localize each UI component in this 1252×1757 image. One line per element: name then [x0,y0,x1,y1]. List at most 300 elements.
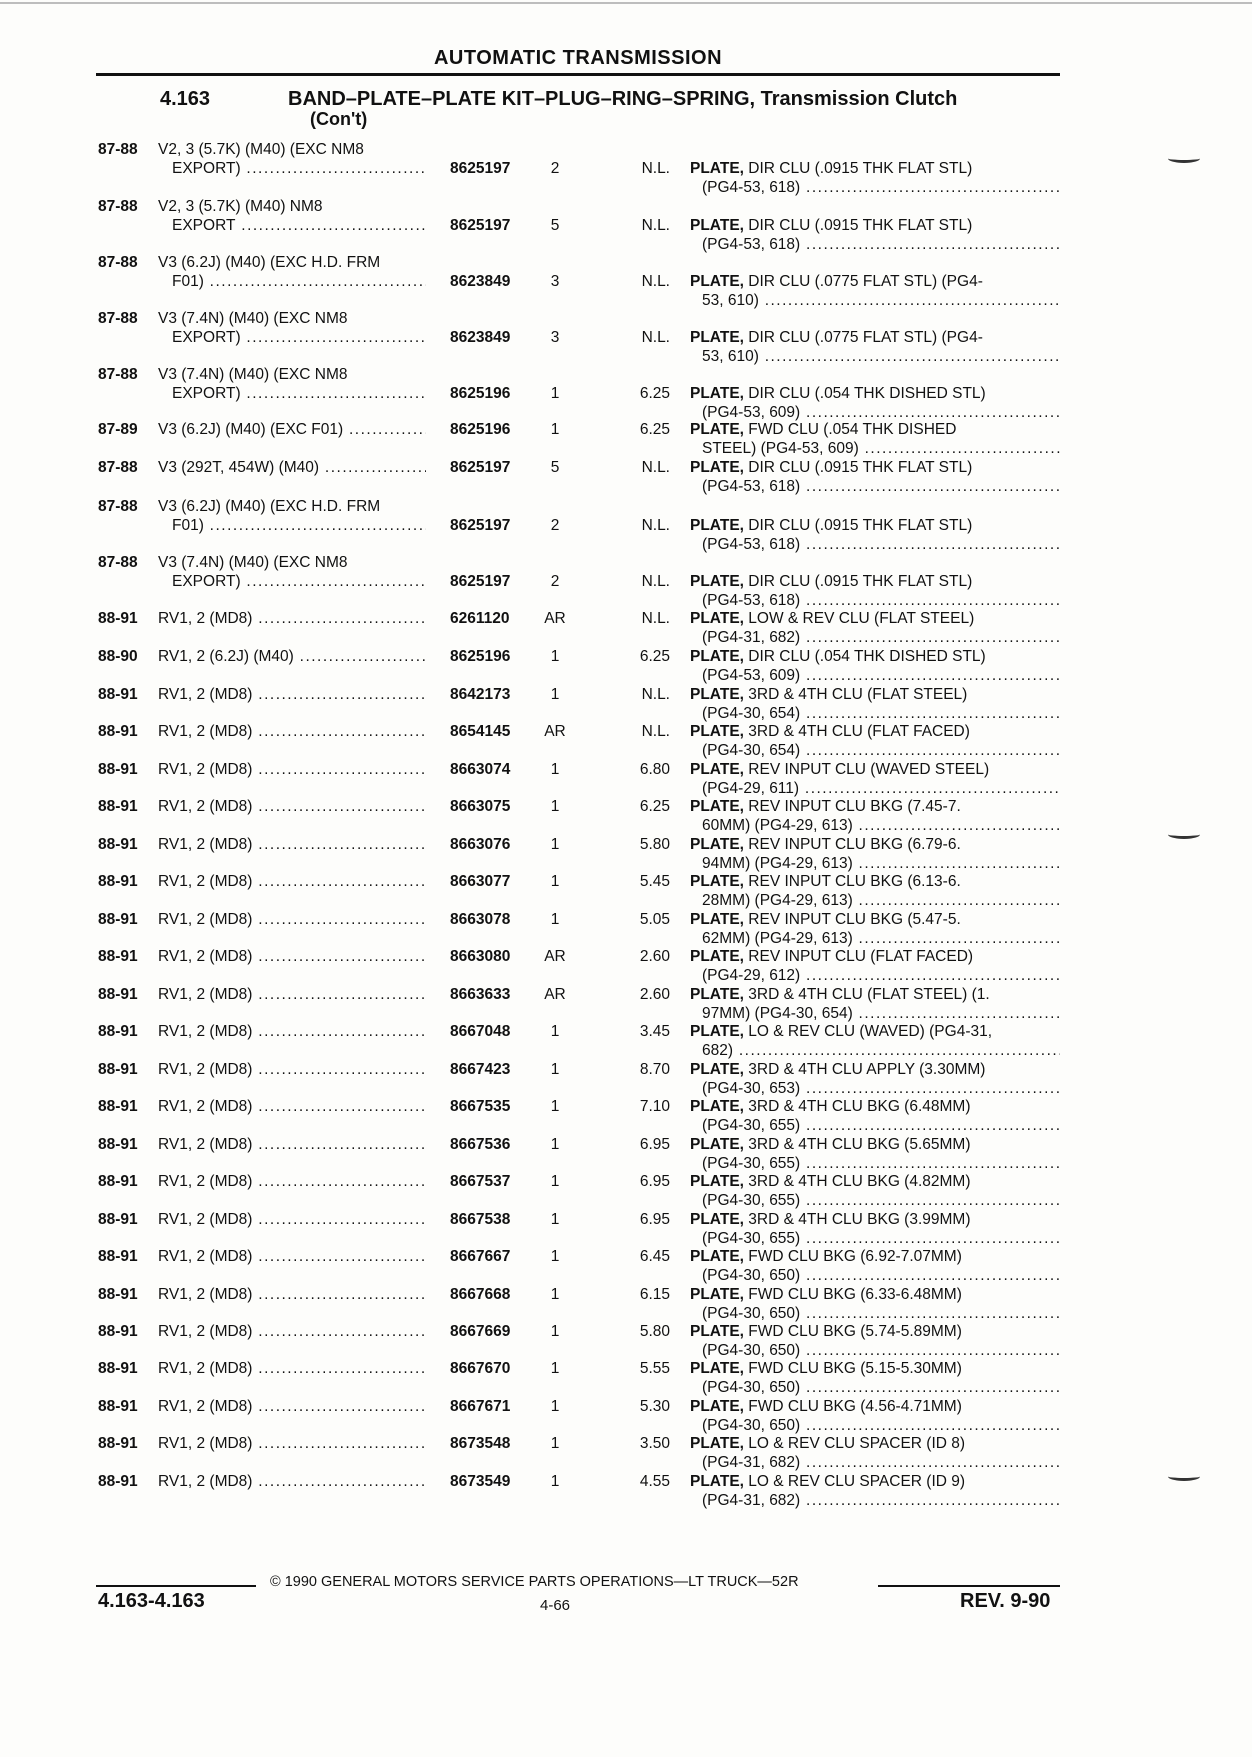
description-line-1: DIR CLU (.054 THK DISHED STL) [748,385,986,402]
description [690,797,1060,835]
application-line-1: RV1, 2 (MD8) ..... [158,1472,426,1491]
header-rule [96,73,1060,76]
description [690,910,1060,948]
description-line-2: (PG4-30, 650) ..... [690,1341,1060,1360]
price: 2.60 [639,948,670,965]
price: N.L. [641,217,670,234]
part-number: 8667536 [450,1136,511,1153]
price: 6.15 [639,1286,670,1303]
model-year: 88-91 [98,1061,138,1078]
description-line-2: 97MM) (PG4-30, 654) ..... [690,1004,1060,1023]
price: 6.25 [639,798,670,815]
application-line-2: EXPORT ..... [158,216,426,235]
description-line-1: FWD CLU BKG (6.33-6.48MM) [748,1286,962,1303]
part-number: 8625197 [450,573,511,590]
price: 6.45 [639,1248,670,1265]
part-number: 8667667 [450,1248,511,1265]
application [158,458,426,477]
description-noun: PLATE, [690,1435,744,1452]
description [690,1285,1060,1323]
description-line-1: DIR CLU (.0775 FLAT STL) (PG4- [748,329,983,346]
binder-mark-icon [1168,154,1200,163]
description-line-2: (PG4-31, 682) ..... [690,1491,1060,1510]
description [690,985,1060,1023]
description-noun: PLATE, [690,610,744,627]
description [690,159,1060,197]
application-line-1: V3 (6.2J) (M40) (EXC H.D. FRM [158,254,381,271]
model-year: 88-91 [98,1098,138,1115]
application-line-1: V3 (6.2J) (M40) (EXC H.D. FRM [158,498,381,515]
application [158,797,426,816]
model-year: 88-91 [98,1286,138,1303]
description-line-1: FWD CLU BKG (5.74-5.89MM) [748,1323,962,1340]
footer-rule-right [878,1585,1060,1587]
application-line-1: RV1, 2 (MD8) ..... [158,1322,426,1341]
application [158,835,426,854]
model-year: 88-91 [98,1211,138,1228]
description-line-1: DIR CLU (.0915 THK FLAT STL) [748,517,973,534]
description-noun: PLATE, [690,1136,744,1153]
application [158,365,426,403]
part-number: 8625196 [450,648,511,665]
quantity: 1 [550,798,560,815]
description [690,1322,1060,1360]
model-year: 88-91 [98,1360,138,1377]
model-year: 87-88 [98,498,138,515]
part-number: 8667423 [450,1061,511,1078]
application-line-1: RV1, 2 (MD8) ..... [158,1022,426,1041]
description [690,572,1060,610]
quantity: 1 [550,421,560,438]
description-noun: PLATE, [690,1360,744,1377]
description [690,760,1060,798]
price: 5.80 [639,836,670,853]
price: 6.95 [639,1211,670,1228]
description-line-2: (PG4-30, 655) ..... [690,1154,1060,1173]
price: N.L. [641,273,670,290]
application-line-1: RV1, 2 (MD8) ..... [158,685,426,704]
application-line-1: RV1, 2 (MD8) ..... [158,1097,426,1116]
model-year: 88-91 [98,610,138,627]
quantity: 1 [550,1211,560,1228]
description-line-1: REV INPUT CLU BKG (7.45-7. [748,798,961,815]
description [690,516,1060,554]
description [690,1022,1060,1060]
description-line-2: (PG4-30, 653) ..... [690,1079,1060,1098]
description-line-1: LOW & REV CLU (FLAT STEEL) [748,610,975,627]
model-year: 87-89 [98,421,138,438]
price: 6.25 [639,421,670,438]
description-noun: PLATE, [690,798,744,815]
description-line-2: (PG4-53, 618) ..... [690,591,1060,610]
application [158,722,426,741]
application [158,197,426,235]
description-line-2: 53, 610) ..... [690,291,1060,310]
description [690,1210,1060,1248]
description [690,685,1060,723]
description [690,1135,1060,1173]
description-noun: PLATE, [690,421,744,438]
description-line-2: (PG4-53, 609) ..... [690,403,1060,422]
description-noun: PLATE, [690,1173,744,1190]
description-line-1: DIR CLU (.0915 THK FLAT STL) [748,573,973,590]
application-line-1: V3 (7.4N) (M40) (EXC NM8 [158,366,348,383]
description [690,1434,1060,1472]
description-line-2: (PG4-53, 618) ..... [690,535,1060,554]
price: N.L. [641,459,670,476]
description-line-1: 3RD & 4TH CLU (FLAT STEEL) (1. [748,986,990,1003]
part-number: 6261120 [450,610,510,627]
description-line-2: (PG4-30, 655) ..... [690,1191,1060,1210]
description-line-1: REV INPUT CLU BKG (5.47-5. [748,911,961,928]
part-number: 8663076 [450,836,511,853]
description-noun: PLATE, [690,1473,744,1490]
application [158,609,426,628]
description-line-2: (PG4-31, 682) ..... [690,1453,1060,1472]
application [158,1022,426,1041]
application-line-2: EXPORT) ..... [158,159,426,178]
price: 5.05 [639,911,670,928]
description [690,216,1060,254]
description-noun: PLATE, [690,385,744,402]
description [690,1097,1060,1135]
application-line-1: V2, 3 (5.7K) (M40) NM8 [158,198,323,215]
model-year: 88-91 [98,1136,138,1153]
application-line-2: EXPORT) ..... [158,572,426,591]
application-line-1: V3 (7.4N) (M40) (EXC NM8 [158,310,348,327]
model-year: 87-88 [98,310,138,327]
price: 5.55 [639,1360,670,1377]
application [158,253,426,291]
part-number: 8663078 [450,911,511,928]
description-noun: PLATE, [690,761,744,778]
description-noun: PLATE, [690,986,744,1003]
price: 6.25 [639,648,670,665]
quantity: 2 [550,517,560,534]
quantity: 1 [550,1136,560,1153]
model-year: 88-91 [98,1398,138,1415]
application-line-1: V3 (7.4N) (M40) (EXC NM8 [158,554,348,571]
description-line-2: (PG4-30, 650) ..... [690,1266,1060,1285]
description [690,1247,1060,1285]
footer-section-range: 4.163-4.163 [98,1590,205,1612]
model-year: 87-88 [98,198,138,215]
description-line-2: (PG4-53, 618) ..... [690,178,1060,197]
description-line-2: (PG4-53, 618) ..... [690,235,1060,254]
description-noun: PLATE, [690,329,744,346]
model-year: 87-88 [98,554,138,571]
model-year: 88-91 [98,1435,138,1452]
part-number: 8667537 [450,1173,511,1190]
footer-rule-left [96,1585,256,1587]
quantity: 1 [550,1435,560,1452]
price: 6.25 [639,385,670,402]
quantity: 1 [550,1286,560,1303]
application [158,1210,426,1229]
model-year: 87-88 [98,254,138,271]
application [158,1172,426,1191]
application [158,760,426,779]
description-noun: PLATE, [690,1098,744,1115]
part-number: 8667538 [450,1211,511,1228]
application [158,647,426,666]
price: 6.80 [639,761,670,778]
part-number: 8625197 [450,517,511,534]
application [158,497,426,535]
application [158,1060,426,1079]
description-noun: PLATE, [690,648,744,665]
footer-revision: REV. 9-90 [960,1590,1051,1612]
price: 5.80 [639,1323,670,1340]
application [158,872,426,891]
description-line-2: STEEL) (PG4-53, 609) ..... [690,439,1060,458]
model-year: 88-91 [98,798,138,815]
part-number: 8663080 [450,948,511,965]
quantity: 1 [550,873,560,890]
model-year: 87-88 [98,459,138,476]
description-line-1: 3RD & 4TH CLU APPLY (3.30MM) [748,1061,986,1078]
quantity: 1 [550,686,560,703]
application [158,140,426,178]
description-line-1: REV INPUT CLU BKG (6.79-6. [748,836,961,853]
binder-mark-icon [1168,830,1200,839]
description-line-2: (PG4-29, 611) ..... [690,779,1060,798]
description-noun: PLATE, [690,723,744,740]
description-noun: PLATE, [690,160,744,177]
quantity: 1 [550,1023,560,1040]
scan-top-line [0,2,1252,4]
part-number: 8663077 [450,873,511,890]
price: 2.60 [639,986,670,1003]
quantity: 3 [550,273,560,290]
quantity: 1 [550,761,560,778]
description-noun: PLATE, [690,273,744,290]
model-year: 87-88 [98,141,138,158]
description [690,1359,1060,1397]
description [690,1397,1060,1435]
model-year: 88-91 [98,686,138,703]
model-year: 88-91 [98,1023,138,1040]
application-line-1: RV1, 2 (MD8) ..... [158,1397,426,1416]
description-line-2: 53, 610) ..... [690,347,1060,366]
quantity: 1 [550,1098,560,1115]
application-line-1: RV1, 2 (MD8) ..... [158,760,426,779]
part-number: 8623849 [450,273,511,290]
application-line-1: RV1, 2 (MD8) ..... [158,985,426,1004]
application-line-1: RV1, 2 (MD8) ..... [158,1060,426,1079]
description [690,328,1060,366]
price: N.L. [641,610,670,627]
application [158,947,426,966]
price: 6.95 [639,1173,670,1190]
application-line-2: F01) ..... [158,516,426,535]
description [690,1060,1060,1098]
application [158,1322,426,1341]
quantity: 1 [550,911,560,928]
description-line-2: (PG4-30, 655) ..... [690,1116,1060,1135]
part-number: 8667535 [450,1098,511,1115]
price: 7.10 [639,1098,670,1115]
description-line-2: 682) ..... [690,1041,1060,1060]
price: 3.45 [639,1023,670,1040]
application [158,1434,426,1453]
description [690,1472,1060,1510]
part-number: 8663074 [450,761,511,778]
description [690,420,1060,458]
description [690,872,1060,910]
application-line-1: RV1, 2 (MD8) ..... [158,947,426,966]
page-header: AUTOMATIC TRANSMISSION [433,47,723,69]
section-number: 4.163 [160,88,211,110]
part-number: 8673549 [450,1473,511,1490]
description-line-2: (PG4-30, 654) ..... [690,704,1060,723]
description-line-2: (PG4-30, 654) ..... [690,741,1060,760]
description-noun: PLATE, [690,1061,744,1078]
application [158,553,426,591]
part-number: 8625197 [450,459,511,476]
quantity: 1 [550,836,560,853]
quantity: 3 [550,329,560,346]
model-year: 88-91 [98,911,138,928]
description-line-2: (PG4-30, 650) ..... [690,1304,1060,1323]
application [158,910,426,929]
application-line-1: RV1, 2 (6.2J) (M40) ..... [158,647,426,666]
description-line-1: REV INPUT CLU (FLAT FACED) [748,948,974,965]
price: 3.50 [639,1435,670,1452]
application [158,1135,426,1154]
application-line-1: RV1, 2 (MD8) ..... [158,722,426,741]
binder-mark-icon [1168,1472,1200,1481]
description-noun: PLATE, [690,217,744,234]
description [690,458,1060,496]
price: N.L. [641,723,670,740]
part-number: 8667668 [450,1286,511,1303]
model-year: 88-91 [98,723,138,740]
description-noun: PLATE, [690,1248,744,1265]
description-line-2: (PG4-30, 650) ..... [690,1378,1060,1397]
description-line-1: REV INPUT CLU (WAVED STEEL) [748,761,990,778]
part-number: 8625196 [450,421,511,438]
description-line-2: (PG4-29, 612) ..... [690,966,1060,985]
price: 6.95 [639,1136,670,1153]
description-line-2: 60MM) (PG4-29, 613) ..... [690,816,1060,835]
description-line-2: (PG4-53, 618) ..... [690,477,1060,496]
quantity: 1 [550,1173,560,1190]
description-line-2: 28MM) (PG4-29, 613) ..... [690,891,1060,910]
description [690,1172,1060,1210]
description-line-1: 3RD & 4TH CLU BKG (3.99MM) [748,1211,971,1228]
model-year: 88-91 [98,948,138,965]
application [158,420,426,439]
description-line-1: 3RD & 4TH CLU (FLAT FACED) [748,723,970,740]
application [158,1097,426,1116]
part-number: 8625196 [450,385,511,402]
description-noun: PLATE, [690,948,744,965]
description-noun: PLATE, [690,517,744,534]
application-line-1: RV1, 2 (MD8) ..... [158,910,426,929]
description [690,722,1060,760]
model-year: 88-91 [98,836,138,853]
description-noun: PLATE, [690,1323,744,1340]
description-line-1: 3RD & 4TH CLU (FLAT STEEL) [748,686,968,703]
description-noun: PLATE, [690,1211,744,1228]
quantity: 1 [550,648,560,665]
quantity: AR [544,986,566,1003]
price: N.L. [641,686,670,703]
footer-copyright: © 1990 GENERAL MOTORS SERVICE PARTS OPERATIONS—LT TRUCK—52R [270,1574,799,1590]
application-line-1: RV1, 2 (MD8) ..... [158,609,426,628]
application [158,1359,426,1378]
part-number: 8667048 [450,1023,511,1040]
quantity: 2 [550,573,560,590]
description [690,835,1060,873]
description-noun: PLATE, [690,911,744,928]
description-line-2: (PG4-30, 655) ..... [690,1229,1060,1248]
price: N.L. [641,573,670,590]
section-title: BAND–PLATE–PLATE KIT–PLUG–RING–SPRING, Transmission Clutch [288,88,958,110]
description-line-2: (PG4-53, 609) ..... [690,666,1060,685]
description-line-1: DIR CLU (.0915 THK FLAT STL) [748,217,973,234]
model-year: 88-91 [98,761,138,778]
description-line-1: DIR CLU (.0775 FLAT STL) (PG4- [748,273,983,290]
quantity: 1 [550,1061,560,1078]
description-line-1: DIR CLU (.0915 THK FLAT STL) [748,160,973,177]
part-number: 8625197 [450,217,511,234]
description-line-1: LO & REV CLU SPACER (ID 9) [748,1473,966,1490]
description-line-1: FWD CLU (.054 THK DISHED [748,421,957,438]
application-line-1: RV1, 2 (MD8) ..... [158,1434,426,1453]
part-number: 8673548 [450,1435,511,1452]
price: N.L. [641,329,670,346]
quantity: 1 [550,385,560,402]
application-line-1: RV1, 2 (MD8) ..... [158,835,426,854]
description-noun: PLATE, [690,686,744,703]
price: 4.55 [639,1473,670,1490]
application-line-1: RV1, 2 (MD8) ..... [158,1285,426,1304]
description-line-2: 62MM) (PG4-29, 613) ..... [690,929,1060,948]
description-noun: PLATE, [690,873,744,890]
quantity: AR [544,723,566,740]
description-line-2: (PG4-30, 650) ..... [690,1416,1060,1435]
description-noun: PLATE, [690,1286,744,1303]
description-line-1: FWD CLU BKG (4.56-4.71MM) [748,1398,962,1415]
description-line-1: DIR CLU (.054 THK DISHED STL) [748,648,986,665]
quantity: 5 [550,459,560,476]
description [690,647,1060,685]
quantity: AR [544,948,566,965]
application-line-2: F01) ..... [158,272,426,291]
description-line-2: 94MM) (PG4-29, 613) ..... [690,854,1060,873]
quantity: 5 [550,217,560,234]
description-line-1: LO & REV CLU (WAVED) (PG4-31, [748,1023,993,1040]
part-number: 8623849 [450,329,511,346]
price: N.L. [641,160,670,177]
description-noun: PLATE, [690,1023,744,1040]
description-noun: PLATE, [690,573,744,590]
application-line-1: V3 (6.2J) (M40) (EXC F01) ..... [158,420,426,439]
description-line-1: 3RD & 4TH CLU BKG (5.65MM) [748,1136,971,1153]
application-line-2: EXPORT) ..... [158,384,426,403]
application [158,1247,426,1266]
model-year: 88-90 [98,648,138,665]
description-line-1: FWD CLU BKG (6.92-7.07MM) [748,1248,962,1265]
application [158,1397,426,1416]
model-year: 88-91 [98,1473,138,1490]
application-line-1: RV1, 2 (MD8) ..... [158,1247,426,1266]
application [158,985,426,1004]
description-noun: PLATE, [690,1398,744,1415]
quantity: 1 [550,1473,560,1490]
